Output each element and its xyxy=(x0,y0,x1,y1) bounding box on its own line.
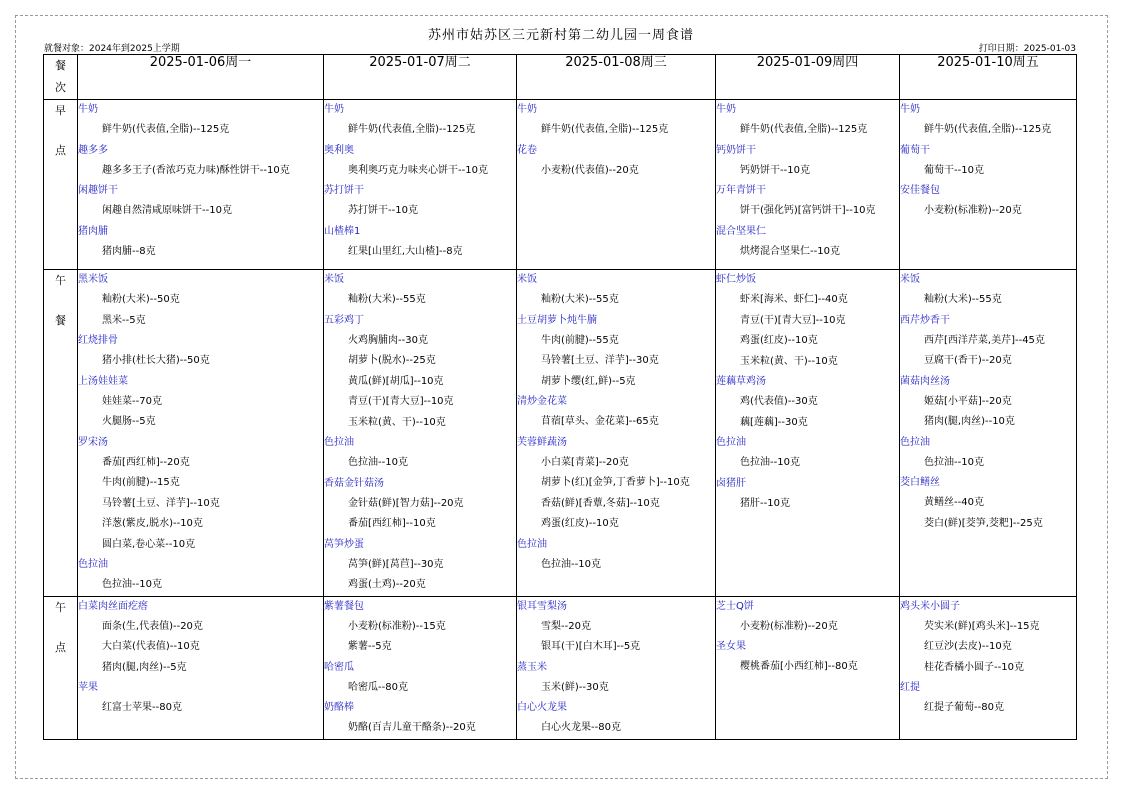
menu-cell xyxy=(78,100,324,270)
ingredient-line: 樱桃番茄[小西红柿]--80克 xyxy=(740,661,858,672)
dish-name: 色拉油 xyxy=(324,437,354,448)
dish-name: 奥利奥 xyxy=(324,144,354,156)
ingredient-line: 红富士苹果--80克 xyxy=(102,702,182,713)
meal-column-header xyxy=(44,55,78,100)
day-header-row xyxy=(44,55,1077,100)
ingredient-line: 银耳(干)[白木耳]--5克 xyxy=(541,641,641,652)
ingredient-line: 籼粉(大米)--50克 xyxy=(102,294,180,305)
print-date: 打印日期：2025-01-03 xyxy=(978,44,1076,54)
ingredient-line: 雪梨--20克 xyxy=(541,620,591,632)
dish-name: 米饭 xyxy=(517,274,537,285)
meal-label-char: 点 xyxy=(55,640,66,654)
ingredient-line: 芡实米(鲜)[鸡头米]--15克 xyxy=(924,620,1040,632)
dish-name: 万年青饼干 xyxy=(716,185,766,196)
ingredient-line: 鸡(代表值)--30克 xyxy=(740,396,818,407)
dish-name: 奶酪棒 xyxy=(324,702,354,713)
dish-name: 牛奶 xyxy=(517,104,537,115)
ingredient-line: 葡萄干--10克 xyxy=(924,164,984,176)
dish-name: 红提 xyxy=(900,682,920,693)
dish-name: 银耳雪梨汤 xyxy=(517,600,567,612)
menu-cell xyxy=(716,100,900,270)
dish-name: 清炒金花菜 xyxy=(517,396,567,407)
ingredient-line: 趣多多王子(香浓巧克力味)酥性饼干--10克 xyxy=(102,164,290,176)
dish-name: 苏打饼干 xyxy=(324,185,364,196)
meal-label xyxy=(44,100,78,270)
ingredient-line: 黄鳝丝--40克 xyxy=(924,497,984,508)
ingredient-line: 籼粉(大米)--55克 xyxy=(924,294,1002,305)
ingredient-line: 苏打饼干--10克 xyxy=(348,205,418,216)
ingredient-line: 茭白(鲜)[茭笋,茭粑]--25克 xyxy=(924,517,1043,529)
dish-name: 牛奶 xyxy=(324,104,344,115)
meal-label-char: 午 xyxy=(55,600,66,614)
ingredient-line: 牛肉(前腱)--15克 xyxy=(102,477,180,488)
ingredient-line: 色拉油--10克 xyxy=(541,558,601,570)
ingredient-line: 小麦粉(标准粉)--15克 xyxy=(348,620,446,632)
dish-name: 色拉油 xyxy=(900,436,930,448)
dish-name: 闲趣饼干 xyxy=(78,185,118,196)
ingredient-line: 洋葱(紫皮,脱水)--10克 xyxy=(102,518,203,529)
ingredient-line: 娃娃菜--70克 xyxy=(102,395,162,407)
ingredient-line: 猪肉(腿,肉丝)--10克 xyxy=(924,416,1015,427)
day-header: 2025-01-09周四 xyxy=(716,55,900,100)
dish-name: 色拉油 xyxy=(78,559,108,570)
ingredient-line: 火腿肠--5克 xyxy=(102,416,156,427)
ingredient-line: 莴笋(鲜)[莴苣]--30克 xyxy=(348,558,444,570)
ingredient-line: 黄瓜(鲜)[胡瓜]--10克 xyxy=(348,375,444,387)
dining-target: 就餐对象：2024年到2025上学期 xyxy=(44,44,180,54)
dish-name: 牛奶 xyxy=(716,104,736,115)
ingredient-line: 红豆沙(去皮)--10克 xyxy=(924,641,1012,652)
ingredient-line: 牛肉(前腱)--55克 xyxy=(541,334,619,346)
ingredient-line: 胡萝卜(脱水)--25克 xyxy=(348,355,436,366)
ingredient-line: 色拉油--10克 xyxy=(348,457,408,468)
menu-cell xyxy=(900,270,1077,597)
dish-name: 苹果 xyxy=(78,682,98,693)
ingredient-line: 紫薯--5克 xyxy=(348,641,392,652)
menu-cell xyxy=(716,270,900,597)
ingredient-line: 鲜牛奶(代表值,全脂)--125克 xyxy=(541,124,669,135)
meal-row xyxy=(44,100,1077,270)
ingredient-line: 圆白菜,卷心菜--10克 xyxy=(102,538,196,550)
dish-name: 蒸玉米 xyxy=(517,661,547,673)
ingredient-line: 奥利奥巧克力味夹心饼干--10克 xyxy=(348,164,488,176)
ingredient-line: 鸡蛋(土鸡)--20克 xyxy=(348,579,426,590)
dish-name: 色拉油 xyxy=(716,437,746,448)
ingredient-line: 番茄[西红柿]--20克 xyxy=(102,456,190,468)
ingredient-line: 猪肉(腿,肉丝)--5克 xyxy=(102,661,187,673)
ingredient-line: 火鸡胸脯肉--30克 xyxy=(348,334,428,346)
ingredient-line: 玉米(鲜)--30克 xyxy=(541,681,609,693)
ingredient-line: 青豆(干)[青大豆]--10克 xyxy=(348,396,454,407)
day-header: 2025-01-06周一 xyxy=(78,55,324,100)
dish-name: 花卷 xyxy=(517,144,537,156)
ingredient-line: 马铃薯[土豆、洋芋]--10克 xyxy=(102,497,220,509)
dish-name: 白心火龙果 xyxy=(517,702,567,713)
dish-name: 虾仁炒饭 xyxy=(716,274,756,285)
dish-name: 鸡头米小圆子 xyxy=(900,600,960,612)
menu-cell xyxy=(324,270,517,597)
dish-name: 牛奶 xyxy=(900,104,920,115)
page-title: 苏州市姑苏区三元新村第二幼儿园一周食谱 xyxy=(427,28,694,43)
weekly-menu-table xyxy=(43,54,1077,740)
ingredient-line: 猪肝--10克 xyxy=(740,497,790,509)
ingredient-line: 籼粉(大米)--55克 xyxy=(541,294,619,305)
meal-row xyxy=(44,596,1077,739)
dish-name: 莲藕草鸡汤 xyxy=(716,376,766,387)
ingredient-line: 饼干(强化钙)[富钙饼干]--10克 xyxy=(740,205,876,216)
dish-name: 红烧排骨 xyxy=(78,335,118,346)
meal-label-char: 餐 xyxy=(55,314,66,327)
menu-cell xyxy=(517,270,716,597)
ingredient-line: 小白菜[青菜]--20克 xyxy=(541,456,629,468)
dish-name: 芙蓉鲜蔬汤 xyxy=(517,436,567,448)
day-header: 2025-01-10周五 xyxy=(900,55,1077,100)
ingredient-line: 大白菜(代表值)--10克 xyxy=(102,641,200,652)
ingredient-line: 苜蓿[草头、金花菜]--65克 xyxy=(541,416,659,427)
ingredient-line: 白心火龙果--80克 xyxy=(541,722,621,733)
dish-name: 白菜肉丝面疙瘩 xyxy=(78,600,148,612)
ingredient-line: 猪肉脯--8克 xyxy=(102,245,156,257)
ingredient-line: 青豆(干)[青大豆]--10克 xyxy=(740,314,846,326)
ingredient-line: 小麦粉(代表值)--20克 xyxy=(541,164,639,176)
ingredient-line: 胡萝卜(红)[金笋,丁香萝卜]--10克 xyxy=(541,477,690,488)
dish-name: 菌菇肉丝汤 xyxy=(900,375,950,387)
dish-name: 紫薯餐包 xyxy=(324,600,364,612)
meal-label-char: 午 xyxy=(55,274,66,287)
ingredient-line: 籼粉(大米)--55克 xyxy=(348,294,426,305)
dish-name: 上汤娃娃菜 xyxy=(78,375,128,387)
dish-name: 莴笋炒蛋 xyxy=(324,538,364,550)
ingredient-line: 鲜牛奶(代表值,全脂)--125克 xyxy=(102,124,230,135)
menu-cell xyxy=(78,596,324,739)
ingredient-line: 鲜牛奶(代表值,全脂)--125克 xyxy=(348,124,476,135)
ingredient-line: 鸡蛋(红皮)--10克 xyxy=(541,518,619,529)
day-header: 2025-01-08周三 xyxy=(517,55,716,100)
ingredient-line: 色拉油--10克 xyxy=(924,456,984,468)
dish-name: 芝士Q饼 xyxy=(716,600,754,612)
menu-cell xyxy=(517,100,716,270)
dish-name: 罗宋汤 xyxy=(78,436,108,448)
ingredient-line: 番茄[西红柿]--10克 xyxy=(348,518,436,529)
dish-name: 香菇金针菇汤 xyxy=(324,477,384,489)
menu-cell xyxy=(324,100,517,270)
corner-label-char: 次 xyxy=(55,81,66,94)
dish-name: 钙奶饼干 xyxy=(716,144,756,156)
ingredient-line: 香菇(鲜)[香蕈,冬菇]--10克 xyxy=(541,497,660,509)
day-header: 2025-01-07周二 xyxy=(324,55,517,100)
dish-name: 米饭 xyxy=(324,274,344,285)
ingredient-line: 色拉油--10克 xyxy=(740,457,800,468)
meal-label xyxy=(44,270,78,597)
ingredient-line: 虾米[海米、虾仁]--40克 xyxy=(740,294,848,305)
menu-cell xyxy=(78,270,324,597)
ingredient-line: 小麦粉(标准粉)--20克 xyxy=(924,205,1022,216)
ingredient-line: 玉米粒(黄、干)--10克 xyxy=(740,355,838,367)
dish-name: 土豆胡萝卜炖牛腩 xyxy=(517,314,597,326)
meal-label-char: 早 xyxy=(55,104,66,117)
menu-cell xyxy=(324,596,517,739)
ingredient-line: 色拉油--10克 xyxy=(102,579,162,590)
dish-name: 米饭 xyxy=(900,274,920,285)
ingredient-line: 豆腐干(香干)--20克 xyxy=(924,355,1012,366)
dish-name: 五彩鸡丁 xyxy=(324,314,364,326)
dish-name: 黑米饭 xyxy=(78,274,108,285)
ingredient-line: 胡萝卜缨(红,鲜)--5克 xyxy=(541,375,636,387)
dish-name: 葡萄干 xyxy=(900,144,930,156)
ingredient-line: 红提子葡萄--80克 xyxy=(924,702,1004,713)
meal-label-char: 点 xyxy=(55,144,66,157)
dish-name: 安佳餐包 xyxy=(900,185,940,196)
ingredient-line: 红果[山里红,大山楂]--8克 xyxy=(348,245,463,257)
dish-name: 圣女果 xyxy=(716,641,746,652)
ingredient-line: 藕[莲藕]--30克 xyxy=(740,416,808,428)
meal-row xyxy=(44,270,1077,597)
ingredient-line: 黑米--5克 xyxy=(102,314,146,326)
dish-name: 趣多多 xyxy=(78,144,108,156)
dish-name: 卤猪肝 xyxy=(716,477,746,489)
menu-cell xyxy=(517,596,716,739)
ingredient-line: 桂花香橘小圆子--10克 xyxy=(924,661,1024,673)
dish-name: 牛奶 xyxy=(78,104,98,115)
ingredient-line: 奶酪(百吉儿童干酪条)--20克 xyxy=(348,722,476,733)
ingredient-line: 鸡蛋(红皮)--10克 xyxy=(740,335,818,346)
ingredient-line: 鲜牛奶(代表值,全脂)--125克 xyxy=(740,124,868,135)
meal-label xyxy=(44,596,78,739)
ingredient-line: 烘烤混合坚果仁--10克 xyxy=(740,245,840,257)
ingredient-line: 姬菇[小平菇]--20克 xyxy=(924,395,1012,407)
ingredient-line: 马铃薯[土豆、洋芋]--30克 xyxy=(541,355,659,366)
dish-name: 色拉油 xyxy=(517,538,547,550)
ingredient-line: 鲜牛奶(代表值,全脂)--125克 xyxy=(924,124,1052,135)
ingredient-line: 小麦粉(标准粉)--20克 xyxy=(740,620,838,632)
ingredient-line: 西芹[西洋芹菜,美芹]--45克 xyxy=(924,334,1045,346)
dish-name: 山楂棒1 xyxy=(324,225,361,237)
menu-cell xyxy=(716,596,900,739)
dish-name: 茭白鳝丝 xyxy=(900,477,940,488)
dish-name: 哈密瓜 xyxy=(324,661,354,673)
dish-name: 猪肉脯 xyxy=(78,225,108,237)
ingredient-line: 面条(生,代表值)--20克 xyxy=(102,620,203,632)
ingredient-line: 猪小排(杜长大猪)--50克 xyxy=(102,355,210,366)
menu-cell xyxy=(900,100,1077,270)
ingredient-line: 金针菇(鲜)[智力菇]--20克 xyxy=(348,497,464,509)
dish-name: 混合坚果仁 xyxy=(716,225,766,237)
ingredient-line: 哈密瓜--80克 xyxy=(348,681,408,693)
ingredient-line: 玉米粒(黄、干)--10克 xyxy=(348,416,446,428)
ingredient-line: 钙奶饼干--10克 xyxy=(740,164,810,176)
dish-name: 西芹炒香干 xyxy=(900,314,950,326)
ingredient-line: 闲趣自然清咸原味饼干--10克 xyxy=(102,205,232,216)
corner-label-char: 餐 xyxy=(55,59,66,72)
menu-cell xyxy=(900,596,1077,739)
